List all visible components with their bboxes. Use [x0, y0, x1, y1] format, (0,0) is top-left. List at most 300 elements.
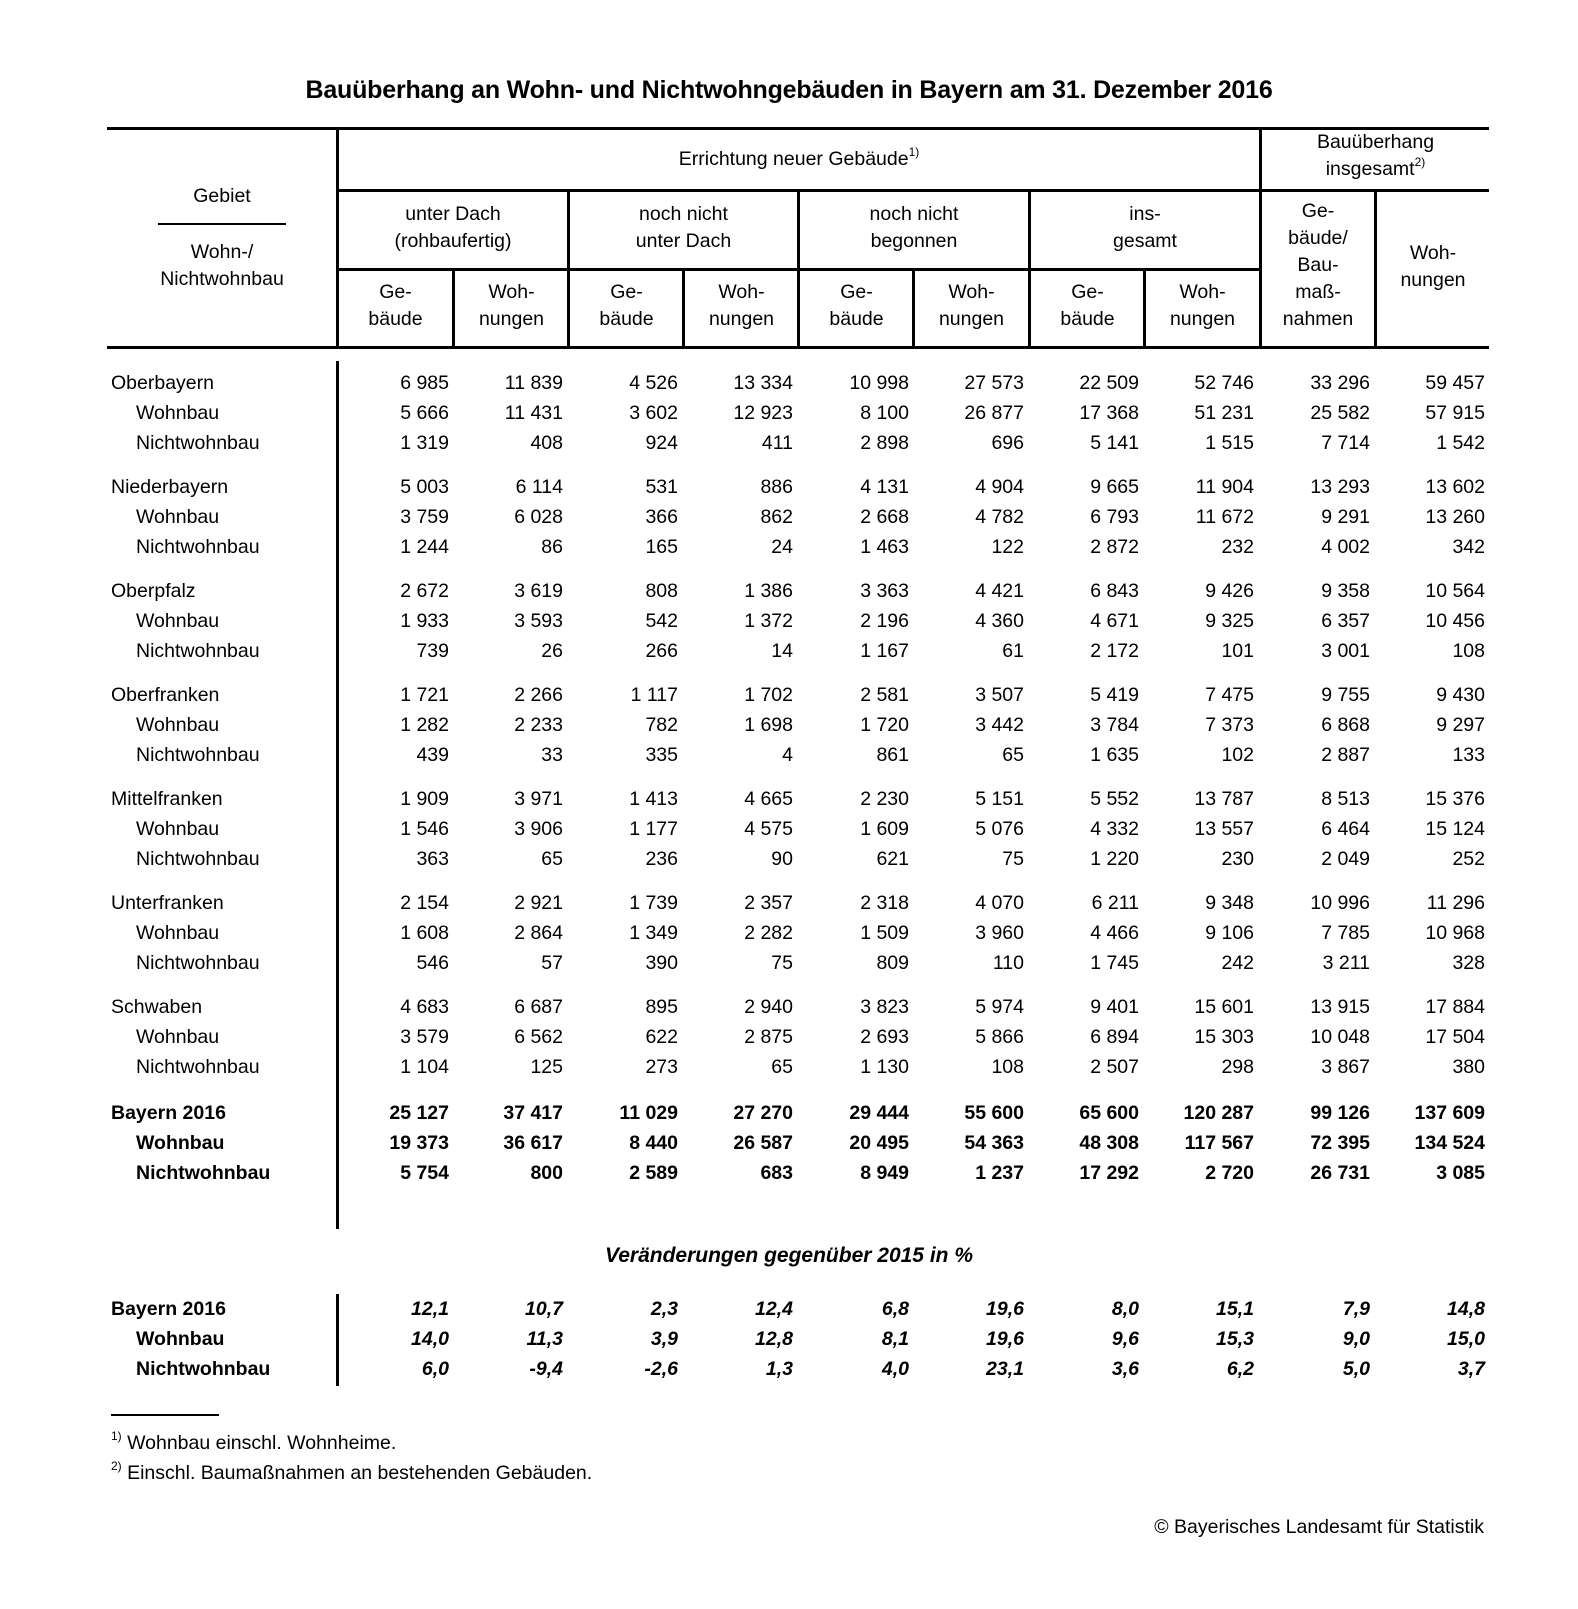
- table-cell: 65 600: [1079, 1102, 1139, 1124]
- table-cell: 13 787: [1194, 788, 1254, 810]
- header-group-noch-nicht-unter-dach: [570, 201, 797, 255]
- subheader-line: bäude: [829, 308, 884, 330]
- table-cell: 90: [771, 848, 793, 870]
- table-cell: 33 296: [1310, 372, 1370, 394]
- table-cell: 122: [991, 536, 1024, 558]
- table-row: [0, 740, 1578, 770]
- table-cell: 4: [782, 744, 793, 766]
- subheader-line: Ge-: [610, 281, 643, 303]
- table-cell: 33: [541, 744, 563, 766]
- table-cell: 10 048: [1310, 1026, 1370, 1048]
- table-cell: 3 001: [1321, 640, 1370, 662]
- table-cell: 51 231: [1194, 402, 1254, 424]
- footnote-2: [111, 1459, 593, 1485]
- table-cell: 11 672: [1195, 506, 1254, 528]
- table-cell: 366: [645, 506, 678, 528]
- row-label: Nichtwohnbau: [136, 744, 260, 766]
- table-row: [0, 680, 1578, 710]
- table-cell: 14: [771, 640, 793, 662]
- copyright: © Bayerisches Landesamt für Statistik: [1154, 1516, 1484, 1538]
- table-row: [0, 472, 1578, 502]
- table-cell: 546: [416, 952, 449, 974]
- table-cell: 26 731: [1310, 1162, 1370, 1184]
- row-label: Nichtwohnbau: [136, 432, 260, 454]
- table-cell: 4 070: [975, 892, 1024, 914]
- table-cell: 3 971: [514, 788, 563, 810]
- table-cell: 2 898: [860, 432, 909, 454]
- table-cell: 1 542: [1436, 432, 1485, 454]
- table-cell: 1,3: [765, 1358, 793, 1380]
- hdr-line: nahmen: [1282, 308, 1354, 330]
- row-label: Bayern 2016: [111, 1102, 226, 1124]
- table-cell: 7 714: [1321, 432, 1370, 454]
- table-cell: 165: [645, 536, 678, 558]
- row-label: Oberpfalz: [111, 580, 196, 602]
- table-cell: 4 665: [744, 788, 793, 810]
- table-cell: 2 875: [744, 1026, 793, 1048]
- table-cell: 542: [645, 610, 678, 632]
- table-cell: 17 368: [1079, 402, 1139, 424]
- rule-group-top: [338, 189, 1489, 192]
- subheader-line: Woh-: [948, 281, 995, 303]
- table-row: [0, 918, 1578, 948]
- table-cell: -9,4: [529, 1358, 563, 1380]
- group-line1: ins-: [1129, 203, 1161, 225]
- table-cell: 133: [1452, 744, 1485, 766]
- row-label: Wohnbau: [136, 402, 220, 424]
- table-cell: 4 421: [975, 580, 1024, 602]
- subheader-line: bäude: [599, 308, 654, 330]
- table-row: [0, 532, 1578, 562]
- table-cell: 9 325: [1205, 610, 1254, 632]
- table-cell: 11 839: [504, 372, 563, 394]
- table-cell: 621: [876, 848, 909, 870]
- table-cell: 10 456: [1425, 610, 1485, 632]
- row-label: Nichtwohnbau: [136, 1358, 271, 1380]
- table-cell: 5 151: [975, 788, 1024, 810]
- table-cell: 26 587: [733, 1132, 793, 1154]
- hdr-line: Bau-: [1297, 254, 1339, 276]
- table-cell: 2 672: [400, 580, 449, 602]
- table-cell: 1 117: [630, 684, 678, 706]
- table-cell: 57 915: [1425, 402, 1485, 424]
- table-cell: 1 720: [860, 714, 909, 736]
- table-cell: 800: [530, 1162, 563, 1184]
- subheader-gebaeude: [570, 279, 683, 333]
- table-cell: 328: [1452, 952, 1485, 974]
- table-cell: 13 334: [733, 372, 793, 394]
- table-cell: 335: [645, 744, 678, 766]
- row-label: Nichtwohnbau: [136, 952, 260, 974]
- table-cell: 19,6: [986, 1298, 1024, 1320]
- table-cell: 390: [645, 952, 678, 974]
- table-cell: 9 291: [1321, 506, 1370, 528]
- footnote-text: Einschl. Baumaßnahmen an bestehenden Gebäuden.: [127, 1462, 593, 1484]
- table-cell: 2 318: [860, 892, 909, 914]
- table-cell: 9 297: [1436, 714, 1485, 736]
- table-cell: 8,0: [1111, 1298, 1139, 1320]
- table-cell: 14,8: [1447, 1298, 1485, 1320]
- table-cell: 3 442: [975, 714, 1024, 736]
- table-cell: 2 589: [629, 1162, 678, 1184]
- table-cell: 5 974: [975, 996, 1024, 1018]
- row-label: Nichtwohnbau: [136, 848, 260, 870]
- table-row: [0, 1052, 1578, 1082]
- footnote-ref-2: 2): [1414, 155, 1426, 169]
- table-cell: 236: [645, 848, 678, 870]
- table-row: [0, 992, 1578, 1022]
- subheader-line: nungen: [478, 308, 545, 330]
- table-cell: 10 564: [1425, 580, 1485, 602]
- table-cell: 3 211: [1322, 952, 1370, 974]
- table-cell: 895: [645, 996, 678, 1018]
- footnote-text: Wohnbau einschl. Wohnheime.: [127, 1432, 397, 1454]
- table-cell: 3 363: [860, 580, 909, 602]
- table-cell: 4 002: [1321, 536, 1370, 558]
- table-cell: 924: [645, 432, 678, 454]
- table-cell: 55 600: [964, 1102, 1024, 1124]
- table-cell: 5,0: [1342, 1358, 1370, 1380]
- subheader-line: nungen: [938, 308, 1005, 330]
- table-cell: 3,7: [1457, 1358, 1485, 1380]
- table-row: [0, 844, 1578, 874]
- table-cell: 2 172: [1090, 640, 1139, 662]
- footnote-1: [111, 1429, 397, 1455]
- group-line1: noch nicht: [869, 203, 959, 225]
- group-line2: unter Dach: [635, 230, 732, 252]
- table-cell: 17 504: [1425, 1026, 1485, 1048]
- hdr-line: nungen: [1400, 269, 1466, 291]
- table-cell: 1 372: [744, 610, 793, 632]
- table-cell: 6 687: [514, 996, 563, 1018]
- table-cell: 11 431: [504, 402, 563, 424]
- table-row: [0, 784, 1578, 814]
- table-row: [0, 576, 1578, 606]
- group-line1: noch nicht: [639, 203, 728, 225]
- table-cell: 15 124: [1425, 818, 1485, 840]
- table-cell: 24: [771, 536, 793, 558]
- table-cell: 12,4: [755, 1298, 793, 1320]
- table-cell: 3 906: [514, 818, 563, 840]
- table-cell: 273: [645, 1056, 678, 1078]
- table-cell: 12,1: [411, 1298, 449, 1320]
- table-cell: 1 282: [400, 714, 449, 736]
- table-row: [0, 710, 1578, 740]
- hdr-line: bäude/: [1288, 227, 1348, 249]
- table-row: [0, 1354, 1578, 1384]
- table-cell: 1 463: [860, 536, 909, 558]
- table-cell: 6 114: [515, 476, 563, 498]
- table-cell: 4 782: [975, 506, 1024, 528]
- table-cell: 622: [645, 1026, 678, 1048]
- group-line2: begonnen: [870, 230, 958, 252]
- table-cell: 15,3: [1216, 1328, 1254, 1350]
- table-cell: 2 196: [860, 610, 909, 632]
- group-line1: unter Dach: [405, 203, 501, 225]
- table-row: [0, 1158, 1578, 1188]
- row-label: Bayern 2016: [111, 1298, 226, 1320]
- table-cell: 1 237: [975, 1162, 1024, 1184]
- header-gebiet-text: Gebiet: [193, 185, 251, 207]
- table-cell: 54 363: [964, 1132, 1024, 1154]
- table-cell: 3 593: [514, 610, 563, 632]
- table-cell: 10 998: [849, 372, 909, 394]
- table-cell: 2 872: [1090, 536, 1139, 558]
- table-cell: 2 720: [1205, 1162, 1254, 1184]
- table-cell: 3 867: [1321, 1056, 1370, 1078]
- table-cell: 2,3: [650, 1298, 678, 1320]
- table-row: [0, 1128, 1578, 1158]
- table-cell: 9 348: [1205, 892, 1254, 914]
- table-cell: 99 126: [1310, 1102, 1370, 1124]
- header-total-wohnungen: [1377, 240, 1489, 294]
- table-cell: 15,0: [1447, 1328, 1485, 1350]
- table-cell: 6 357: [1321, 610, 1370, 632]
- table-cell: 59 457: [1425, 372, 1485, 394]
- table-cell: 8 949: [860, 1162, 909, 1184]
- table-cell: 6 464: [1321, 818, 1370, 840]
- table-cell: 342: [1452, 536, 1485, 558]
- group-line2: gesamt: [1113, 230, 1177, 252]
- table-cell: 86: [541, 536, 563, 558]
- table-cell: 2 230: [860, 788, 909, 810]
- table-cell: 13 915: [1310, 996, 1370, 1018]
- table-cell: 120 287: [1183, 1102, 1254, 1124]
- table-cell: 17 292: [1079, 1162, 1139, 1184]
- table-cell: 75: [1002, 848, 1024, 870]
- table-cell: 380: [1452, 1056, 1485, 1078]
- subheader-line: Ge-: [1071, 281, 1104, 303]
- table-cell: 25 127: [389, 1102, 449, 1124]
- table-cell: 110: [992, 952, 1024, 974]
- table-cell: 3 619: [514, 580, 563, 602]
- table-cell: 1 702: [744, 684, 793, 706]
- header-group-insgesamt: [1031, 201, 1259, 255]
- subheader-gebaeude: [339, 279, 452, 333]
- table-cell: 101: [1221, 640, 1254, 662]
- change-section-title: Veränderungen gegenüber 2015 in %: [605, 1244, 973, 1267]
- header-wohn-line2: Nichtwohnbau: [160, 268, 284, 290]
- header-gebiet: [112, 183, 332, 210]
- row-label: Wohnbau: [136, 818, 220, 840]
- table-cell: 22 509: [1079, 372, 1139, 394]
- table-cell: 6 894: [1090, 1026, 1139, 1048]
- table-cell: 2 940: [744, 996, 793, 1018]
- header-total-gebaeude: [1262, 198, 1374, 333]
- table-cell: 10 996: [1310, 892, 1370, 914]
- subheader-line: Ge-: [379, 281, 412, 303]
- table-cell: 782: [645, 714, 678, 736]
- table-cell: 809: [876, 952, 909, 974]
- table-cell: 27 270: [733, 1102, 793, 1124]
- table-cell: 5 419: [1090, 684, 1139, 706]
- table-cell: 1 933: [400, 610, 449, 632]
- table-cell: 6,2: [1226, 1358, 1254, 1380]
- table-row: [0, 1022, 1578, 1052]
- table-cell: 3 759: [400, 506, 449, 528]
- table-cell: 242: [1221, 952, 1254, 974]
- table-cell: 4 332: [1090, 818, 1139, 840]
- table-row: [0, 948, 1578, 978]
- footnote-ref-1: 1): [908, 145, 920, 159]
- table-row: [0, 1324, 1578, 1354]
- table-cell: 61: [1002, 640, 1024, 662]
- subheader-wohnungen: [455, 279, 568, 333]
- table-cell: 4 683: [400, 996, 449, 1018]
- group-line2: (rohbaufertig): [394, 230, 512, 252]
- table-cell: 23,1: [986, 1358, 1024, 1380]
- table-cell: 6 028: [514, 506, 563, 528]
- table-cell: 3 823: [860, 996, 909, 1018]
- table-cell: 6 868: [1321, 714, 1370, 736]
- table-cell: 411: [761, 432, 793, 454]
- table-cell: 36 617: [503, 1132, 563, 1154]
- table-cell: 1 608: [400, 922, 449, 944]
- row-label: Wohnbau: [136, 1328, 225, 1350]
- table-cell: 4 360: [975, 610, 1024, 632]
- table-cell: 5 754: [400, 1162, 449, 1184]
- header-errichtung: [339, 146, 1259, 173]
- table-cell: 1 635: [1090, 744, 1139, 766]
- footnote-mark: 1): [111, 1429, 122, 1443]
- table-cell: 4,0: [881, 1358, 909, 1380]
- table-cell: 37 417: [503, 1102, 563, 1124]
- subheader-gebaeude: [800, 279, 913, 333]
- table-cell: 65: [541, 848, 563, 870]
- table-row: [0, 1098, 1578, 1128]
- table-cell: 20 495: [849, 1132, 909, 1154]
- table-cell: 7 373: [1205, 714, 1254, 736]
- table-cell: 4 575: [744, 818, 793, 840]
- table-cell: 696: [991, 432, 1024, 454]
- table-cell: 10 968: [1425, 922, 1485, 944]
- table-cell: 13 260: [1425, 506, 1485, 528]
- table-cell: 72 395: [1310, 1132, 1370, 1154]
- table-cell: 75: [771, 952, 793, 974]
- row-label: Oberfranken: [111, 684, 220, 706]
- table-cell: 29 444: [849, 1102, 909, 1124]
- table-cell: 19 373: [389, 1132, 449, 1154]
- table-cell: 230: [1221, 848, 1254, 870]
- table-cell: 266: [645, 640, 678, 662]
- table-cell: 808: [645, 580, 678, 602]
- table-cell: 9 358: [1321, 580, 1370, 602]
- row-label: Nichtwohnbau: [136, 1056, 260, 1078]
- table-cell: 1 177: [629, 818, 678, 840]
- table-cell: 5 552: [1090, 788, 1139, 810]
- rule-gebiet-divider: [158, 223, 286, 225]
- table-cell: 1 909: [400, 788, 449, 810]
- table-row: [0, 636, 1578, 666]
- table-cell: 232: [1221, 536, 1254, 558]
- table-cell: 48 308: [1079, 1132, 1139, 1154]
- table-cell: 4 526: [629, 372, 678, 394]
- hdr-line: Ge-: [1301, 200, 1335, 222]
- table-cell: 19,6: [986, 1328, 1024, 1350]
- row-label: Mittelfranken: [111, 788, 223, 810]
- table-cell: -2,6: [644, 1358, 678, 1380]
- table-cell: 8,1: [881, 1328, 909, 1350]
- table-cell: 15 376: [1425, 788, 1485, 810]
- table-cell: 7,9: [1342, 1298, 1370, 1320]
- table-cell: 1 130: [860, 1056, 909, 1078]
- row-label: Unterfranken: [111, 892, 224, 914]
- subheader-wohnungen: [915, 279, 1028, 333]
- table-cell: 1 745: [1090, 952, 1139, 974]
- table-cell: 9 665: [1090, 476, 1139, 498]
- table-cell: 1 698: [744, 714, 793, 736]
- table-cell: 2 282: [744, 922, 793, 944]
- header-ueberhang-line2: insgesamt: [1325, 158, 1415, 180]
- table-cell: 1 244: [400, 536, 449, 558]
- table-cell: 1 609: [860, 818, 909, 840]
- table-cell: 4 671: [1090, 610, 1139, 632]
- table-cell: 6 211: [1091, 892, 1139, 914]
- table-cell: 2 154: [400, 892, 449, 914]
- table-cell: 10,7: [525, 1298, 563, 1320]
- table-cell: 15,1: [1216, 1298, 1254, 1320]
- table-cell: 65: [771, 1056, 793, 1078]
- table-cell: 298: [1221, 1056, 1254, 1078]
- row-label: Oberbayern: [111, 372, 214, 394]
- table-cell: 26: [541, 640, 563, 662]
- subheader-wohnungen: [685, 279, 798, 333]
- table-cell: 14,0: [411, 1328, 449, 1350]
- table-cell: 2 507: [1090, 1056, 1139, 1078]
- table-cell: 12,8: [755, 1328, 793, 1350]
- table-cell: 2 921: [514, 892, 563, 914]
- subheader-line: bäude: [1060, 308, 1115, 330]
- row-label: Wohnbau: [136, 1132, 225, 1154]
- row-label: Wohnbau: [136, 922, 220, 944]
- table-cell: 65: [1002, 744, 1024, 766]
- table-cell: 4 131: [860, 476, 909, 498]
- table-row: [0, 398, 1578, 428]
- header-errichtung-text: Errichtung neuer Gebäude: [678, 148, 909, 170]
- footnote-separator: [111, 1414, 219, 1416]
- table-cell: 27 573: [964, 372, 1024, 394]
- table-cell: 2 887: [1321, 744, 1370, 766]
- table-cell: 6 793: [1090, 506, 1139, 528]
- table-cell: 6 843: [1090, 580, 1139, 602]
- table-cell: 3,6: [1111, 1358, 1139, 1380]
- table-cell: 6,0: [421, 1358, 449, 1380]
- row-label: Nichtwohnbau: [136, 640, 260, 662]
- table-cell: 3 579: [400, 1026, 449, 1048]
- table-cell: 6,8: [881, 1298, 909, 1320]
- row-label: Wohnbau: [136, 1026, 220, 1048]
- subheader-line: Woh-: [718, 281, 765, 303]
- table-cell: 2 864: [514, 922, 563, 944]
- subheader-line: Ge-: [840, 281, 873, 303]
- table-cell: 9 430: [1436, 684, 1485, 706]
- table-cell: 1 319: [400, 432, 449, 454]
- table-cell: 7 475: [1205, 684, 1254, 706]
- rule-sub-top: [338, 268, 1262, 271]
- table-cell: 739: [416, 640, 449, 662]
- table-cell: 8 100: [860, 402, 909, 424]
- table-cell: 531: [645, 476, 678, 498]
- table-cell: 11 296: [1426, 892, 1485, 914]
- subheader-line: nungen: [1169, 308, 1236, 330]
- table-cell: 1 104: [400, 1056, 449, 1078]
- table-cell: 1 739: [629, 892, 678, 914]
- table-cell: 5 866: [975, 1026, 1024, 1048]
- table-cell: 1 721: [400, 684, 449, 706]
- table-cell: 2 357: [744, 892, 793, 914]
- table-cell: 1 167: [860, 640, 909, 662]
- table-cell: 9 106: [1205, 922, 1254, 944]
